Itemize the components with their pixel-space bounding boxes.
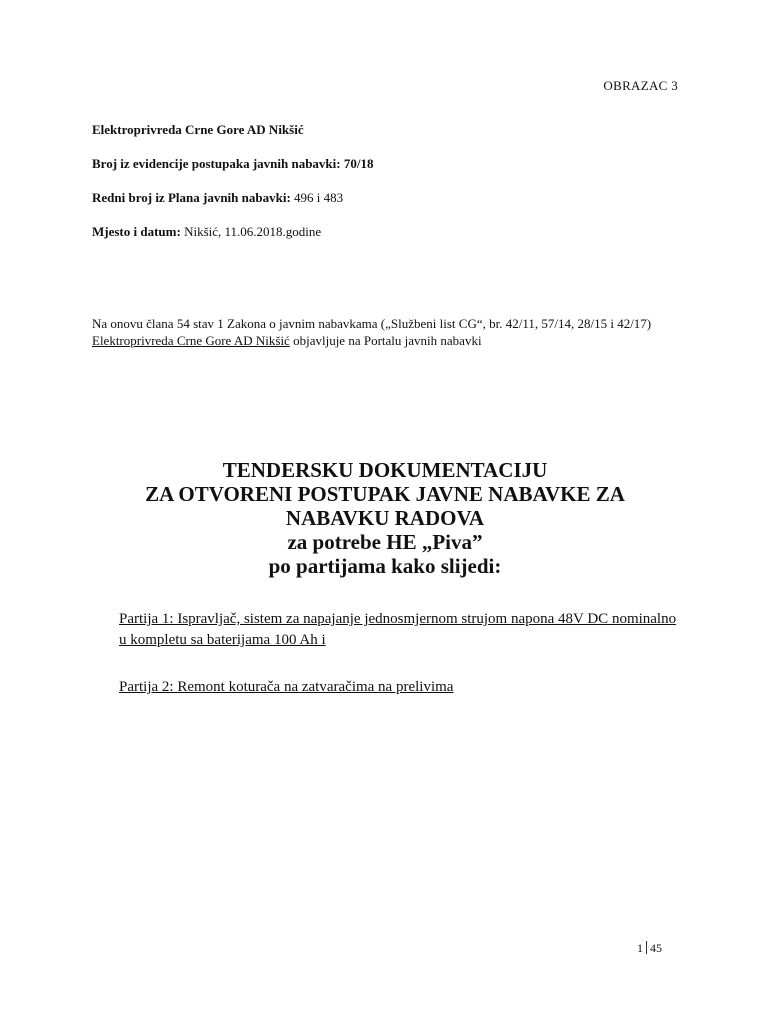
page-separator bbox=[646, 941, 647, 954]
title-line-3: NABAVKU RADOVA bbox=[285, 506, 485, 530]
plan-label: Redni broj iz Plana javnih nabavki: bbox=[92, 190, 291, 205]
page-number bbox=[637, 941, 662, 956]
company-link[interactable]: Elektroprivreda Crne Gore AD Nikšić bbox=[92, 333, 290, 348]
page-current: 1 bbox=[637, 941, 643, 955]
lots-list bbox=[119, 609, 679, 698]
record-number: Broj iz evidencije postupaka javnih nabavki: 70/18 bbox=[92, 156, 374, 171]
legal-basis-paragraph bbox=[92, 315, 692, 349]
place-value: Nikšić, 11.06.2018.godine bbox=[184, 224, 322, 239]
plan-number bbox=[92, 190, 343, 206]
plan-value: 496 i 483 bbox=[294, 190, 344, 205]
page-total: 45 bbox=[650, 941, 662, 955]
lot-item: Partija 2: Remont koturača na zatvaračima na prelivima bbox=[119, 679, 454, 695]
lot-item: Partija 1: Ispravljač, sistem za napajanje jednosmjernom strujom napona 48V DC nominalno u kompletu sa baterijama 100 Ah i bbox=[119, 611, 677, 648]
title-line-4: za potrebe HE „Piva” bbox=[287, 530, 483, 554]
document-title bbox=[0, 458, 770, 578]
place-label: Mjesto i datum: bbox=[92, 224, 181, 239]
title-line-5: po partijama kako slijedi: bbox=[268, 554, 502, 578]
place-and-date bbox=[92, 224, 321, 240]
legal-text-after: objavljuje na Portalu javnih nabavki bbox=[289, 333, 482, 348]
title-line-2: ZA OTVORENI POSTUPAK JAVNE NABAVKE ZA bbox=[145, 482, 625, 506]
legal-text-before: Na onovu člana 54 stav 1 Zakona o javnim nabavkama („Službeni list CG“, br. 42/11, 57/14, 28/15 i 42/17) bbox=[92, 316, 652, 331]
form-label: OBRAZAC 3 bbox=[603, 78, 678, 93]
title-line-1: TENDERSKU DOKUMENTACIJU bbox=[222, 458, 548, 482]
company-name: Elektroprivreda Crne Gore AD Nikšić bbox=[92, 122, 304, 137]
